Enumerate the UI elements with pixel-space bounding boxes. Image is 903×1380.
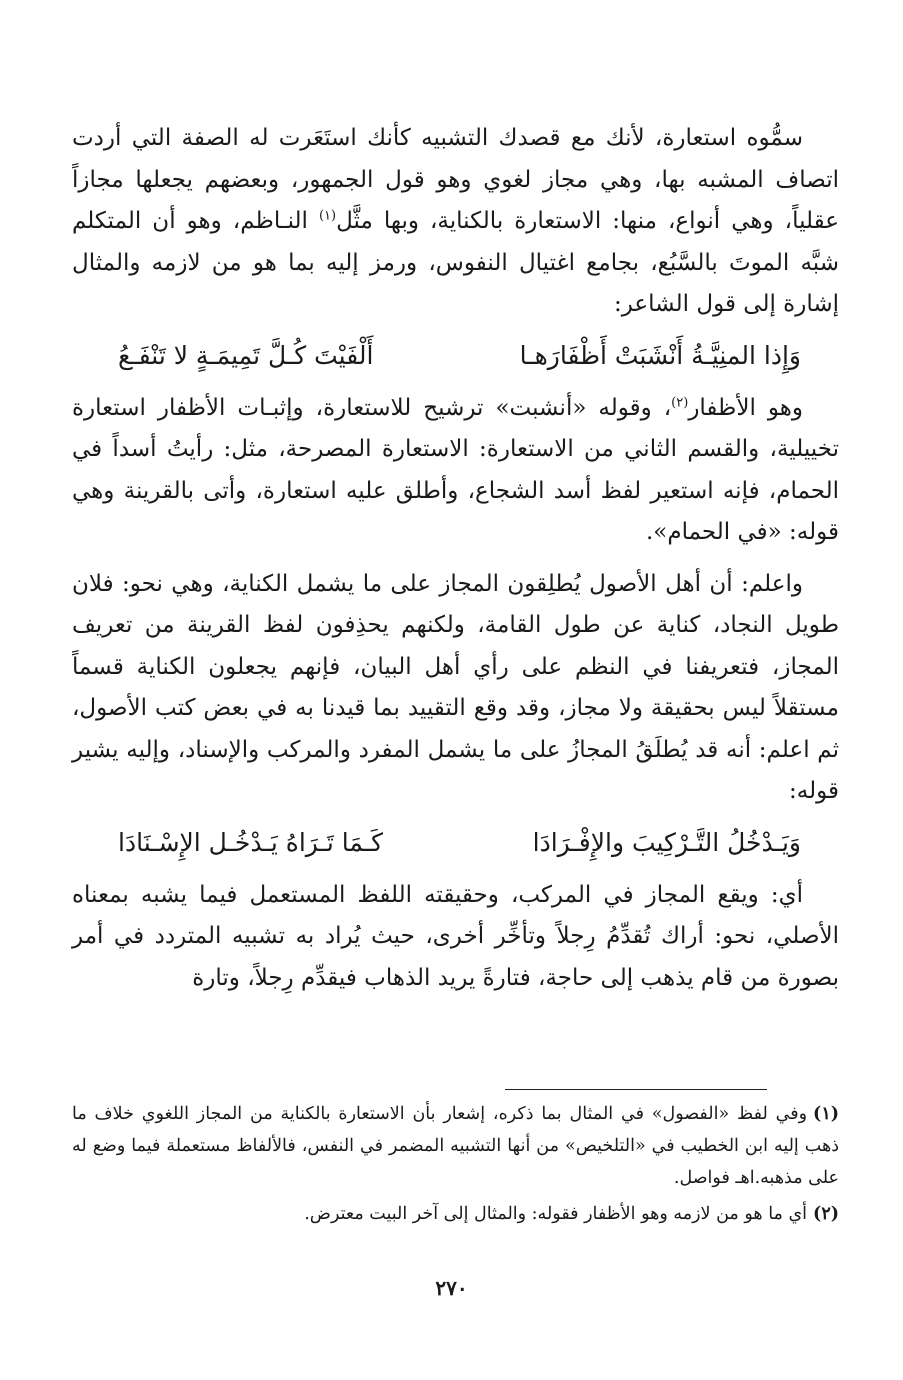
- verse-2: [118, 821, 801, 865]
- paragraph-3-text: واعلم: أن أهل الأصول يُطلِقون المجاز على ما يشمل الكناية، وهي نحو: فلان طويل النجاد، كناية عن طول القامة، ولكنهم يحذِفون لفظ القرينة من تعريف المجاز، فتعريفنا في النظم على رأي أهل البيان، فإنهم يجعلون الكناية قسماً مستقلاً ليس بحقيقة ولا مجاز، وقد وقع التقييد بما قيدنا به في بعض كتب الأصول، ثم اعلم: أنه قد يُطلَقُ المجازُ على ما يشمل المفرد والمركب والإسناد، وإليه يشير قوله:: [72, 570, 839, 804]
- verse-1-first-hemistich: وَإِذا المنِيَّـةُ أَنْشَبَتْ أَظْفَارَهـا: [519, 340, 801, 370]
- paragraph-2-text: وهو الأظفار: [688, 394, 803, 421]
- footnote-2: [72, 1198, 839, 1230]
- paragraph-4: [72, 875, 839, 1000]
- paragraph-4-text: أي: ويقع المجاز في المركب، وحقيقته اللفظ المستعمل فيما يشبه بمعناه الأصلي، نحو: أراك تُقدِّمُ رِجلاً وتأخِّر أخرى، حيث يُراد به تشبيه المتردد في أمر بصورة من قام يذهب إلى حاجة، فتارةً يريد الذهاب فيقدِّم رِجلاً، وتارة: [72, 881, 839, 991]
- footnote-2-text: أي ما هو من لازمه وهو الأظفار فقوله: والمثال إلى آخر البيت معترض.: [304, 1204, 808, 1224]
- footnote-1-text: وفي لفظ «الفصول» في المثال بما ذكره، إشعار بأن الاستعارة بالكناية من المجاز اللغوي خلاف ما ذهب إليه ابن الخطيب في «التلخيص» من أنها التشبيه المضمر في النفس، فالألفاظ مستعملة فيما وضع له على مذهبه.اهـ فواصل.: [72, 1104, 839, 1188]
- verse-1: [118, 334, 801, 378]
- footnote-1: [72, 1098, 839, 1194]
- verse-2-second-hemistich: كَـمَا تَـرَاهُ يَـدْخُـل الإِسْـنَادَا: [118, 827, 384, 857]
- paragraph-2: [72, 388, 839, 554]
- footnote-1-number: (١): [813, 1104, 839, 1124]
- main-text: [72, 118, 839, 999]
- verse-1-second-hemistich: أَلْفَيْتَ كُـلَّ تَمِيمَـةٍ لا تَنْفَـعُ: [118, 340, 374, 370]
- footnote-2-number: (٢): [813, 1204, 839, 1224]
- paragraph-3: [72, 564, 839, 813]
- paragraph-1-text-rest: النـاظم، وهو أن المتكلم شبَّه الموتَ بالسَّبُع، بجامع اغتيال النفوس، ورمز إليه بما هو من لازمه والمثال إشارة إلى قول الشاعر:: [72, 208, 839, 317]
- paragraph-2-text-rest: ، وقوله «أنشبت» ترشيح للاستعارة، وإثبـات الأظفار استعارة تخييلية، والقسم الثاني من الاستعارة: الاستعارة المصرحة، مثل: رأيتُ أسداً في الحمام، فإنه استعير لفظ أسد الشجاع، وأطلق عليه استعارة، وأتى بالقرينة وهي قوله: «في الحمام».: [72, 394, 839, 545]
- footnotes: [72, 1088, 839, 1230]
- paragraph-1-text: سمُّوه استعارة، لأنك مع قصدك التشبيه كأنك استَعَرت له الصفة التي أردت اتصاف المشبه بها، وهي مجاز لغوي وهو قول الجمهور، وبعضهم يجعلها مجازاً عقلياً، وهي أنواع، منها: الاستعارة بالكناية، وبها مثَّل: [72, 125, 839, 234]
- footnote-ref-1[interactable]: (١): [318, 208, 337, 224]
- page-number: ٢٧٠: [435, 1276, 468, 1300]
- footnote-ref-2[interactable]: (٢): [671, 394, 689, 410]
- paragraph-1: [72, 118, 839, 326]
- verse-2-first-hemistich: وَيَـدْخُلُ التَّـرْكِيبَ والإِفْـرَادَا: [532, 827, 801, 857]
